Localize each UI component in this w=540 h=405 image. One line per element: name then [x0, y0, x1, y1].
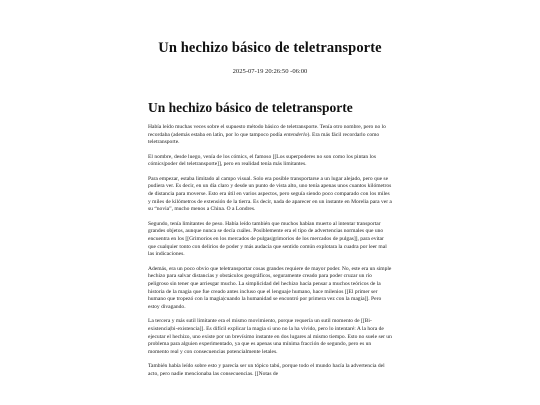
page-header: [0, 0, 540, 75]
paragraph-1-text-start: Había leído muchas veces sobre el supuesto método básico de teletransporte. Tenía otro nombre, pero no lo recordaba (además estaba en latín, por lo que tampoco podía: [148, 124, 386, 138]
emphasis-entenderlo: entenderlo: [283, 131, 308, 138]
paragraph-1: [148, 124, 392, 147]
paragraph-1-text-end: ). Era más fácil recordarlo como teletransporte.: [148, 131, 380, 146]
paragraph-4: Segundo, tenía limitantes de peso. Había leído también que muchos habían muerto al intentar transportar grandes objetos, aunque nunca se decía cuáles. Posiblemente era el tipo de advertencias normales que uno encuentra en los [[Grimorios en los mercados de pulgas|grimorios de los mercados de pulgas]], para evitar que cualquier tonto con delirios de poder y más audacia que sentido común explotara la cuadra por leer mal las indicaciones.: [148, 220, 387, 258]
article-title: Un hechizo básico de teletransporte: [148, 100, 353, 115]
paragraph-3: Para empezar, estaba limitado al campo visual. Solo era posible transportarse a un lugar alejado, pero que se pudiera ver. Es decir, en un día claro y desde un punto de vista alto, uno tenía apenas unos cuantos kilómetros de distancia para moverse. Esto era útil en varios aspectos, pero seguía siendo poco comparado con los miles y miles de kilómetros de extensión de la tierra. Es decir, nada de aparecer en un instante en Morelia para ver a su “novia”, mucho menos a China. O a Londres.: [148, 175, 392, 213]
paragraph-2: El nombre, desde luego, venía de los cómics, el famoso [[Los superpoderes no son como los pintan los cómics|poder del teletransporte]], pero en realidad tenía más limitantes.: [148, 153, 376, 168]
paragraph-7: También había leído sobre esto y parecía ser un tópico tabú, porque todo el mundo hacía la advertencia del acto, pero nadie mencionaba las consecuencias. [[Notas de: [148, 363, 385, 377]
article: [148, 100, 392, 385]
paragraph-6: La tercera y más sutil limitante era el mismo movimiento, porque requería un sutil momento de [[Bi-existencia|bi-existencia]]. Es difícil explicar la magia si uno no la ha vivido, pero lo intentaré: A la hora de ejecutar el hechizo, uno existe por un brevísimo instante en dos lugares al mismo tiempo. Esto no suele ser un problema para alguien experimentado, ya que es apenas una mínima fracción de segundo, pero es un momento real y con consecuencias potencialmente letales.: [148, 318, 392, 356]
page-title: Un hechizo básico de teletransporte: [158, 40, 382, 56]
publish-date: 2025-07-19 20:26:50 -06:00: [232, 68, 308, 75]
paragraph-5: Además, era un poco obvio que teletransportar cosas grandes requiere de mayor poder. No, este era un simple hechizo para salvar distancias y obstáculos geográficos, seguramente creado para poder cruzar un río peligroso sin tener que arriesgar mucho. La simplicidad del hechizo hacía pensar a muchos teóricos de la historia de la magia que fue creado antes incluso que el lenguaje humano, hace milenios [[El primer ser humano que tropezó con la magia|cuando la humanidad se encontró por primera vez con la magia]]. Pero estoy divagando.: [148, 265, 392, 311]
